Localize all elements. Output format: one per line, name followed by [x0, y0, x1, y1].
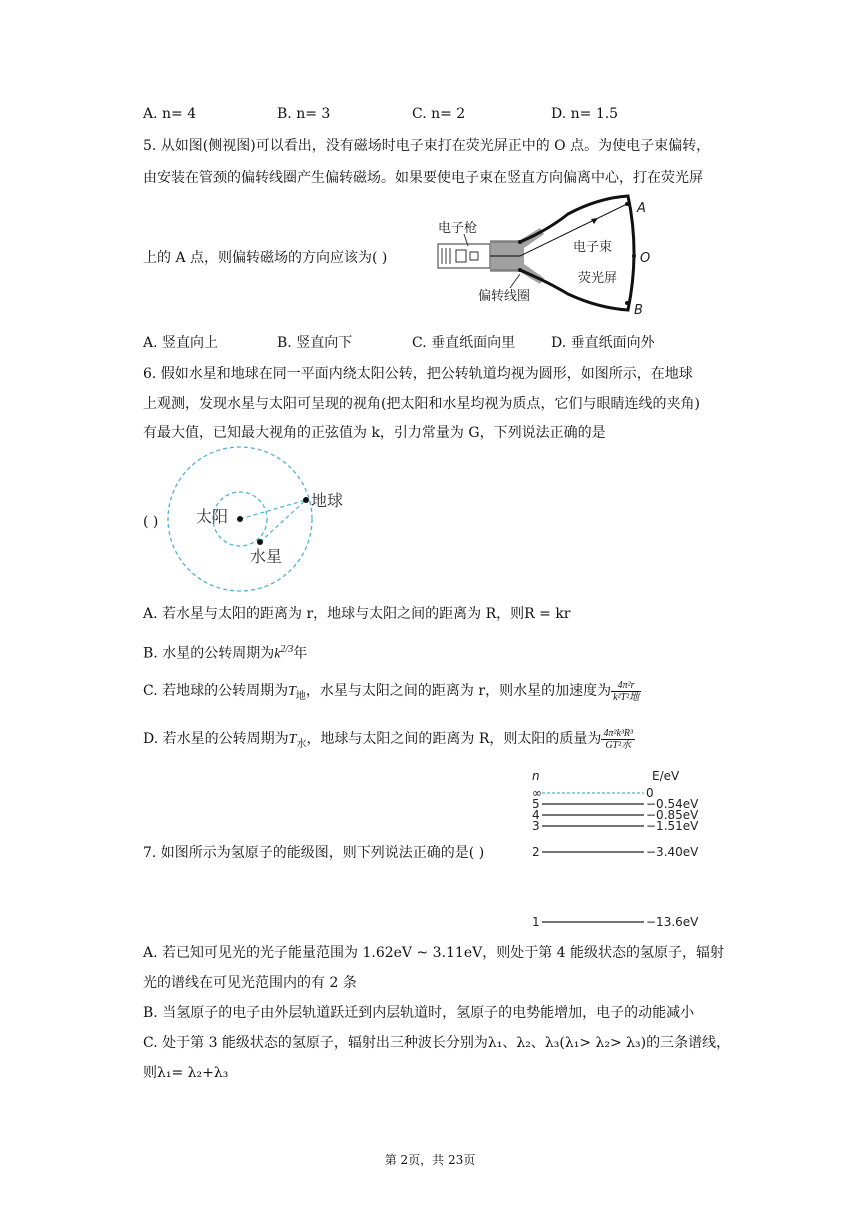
- label-coil: 偏转线圈: [478, 289, 531, 304]
- energy-level-n: 1: [532, 915, 540, 929]
- label-o: O: [640, 251, 651, 266]
- e-header: E/eV: [652, 769, 680, 783]
- energy-level-value: −0.85eV: [646, 808, 699, 822]
- k-symbol: k: [274, 646, 281, 662]
- energy-level-value: −3.40eV: [646, 845, 699, 859]
- energy-level-n: 3: [532, 819, 540, 833]
- q4-option-d: D. n= 1.5: [551, 106, 619, 122]
- earth-dot: [303, 497, 309, 503]
- label-sun: 太阳: [196, 507, 229, 526]
- label-screen: 荧光屏: [578, 271, 618, 286]
- page-footer: 第 2页，共 23页: [384, 1153, 476, 1167]
- label-a: A: [637, 201, 646, 216]
- q7-option-c-line1: C. 处于第 3 能级状态的氢原子，辐射出三种波长分别为λ₁、λ₂、λ₃(λ₁> λ₂> λ₃)的三条谱线，: [143, 1035, 731, 1051]
- energy-level-n: 2: [532, 845, 540, 859]
- q7-option-a-line1: A. 若已知可见光的光子能量范围为 1.62eV ~ 3.11eV，则处于第 4 能级状态的氢原子，辐射: [143, 945, 725, 961]
- n-header: n: [532, 769, 540, 783]
- energy-level-n: 4: [532, 808, 540, 822]
- q6-stem-line3: 有最大值，已知最大视角的正弦值为 k，引力常量为 G，下列说法正确的是: [143, 425, 606, 441]
- q5-option-d: D. 垂直纸面向外: [551, 335, 655, 351]
- q4-option-b: B. n= 3: [277, 106, 331, 122]
- q5-stem-line3: 上的 A 点，则偏转磁场的方向应该为( ): [143, 250, 388, 266]
- fraction-c: $\frac{\text{4π²r}}{\text{k²T²地}}$: [613, 679, 640, 703]
- orbit-figure: [160, 446, 380, 596]
- q4-option-a: A. n= 4: [143, 106, 197, 122]
- mercury-dot: [257, 539, 263, 545]
- q5-stem-line1: 5. 从如图(侧视图)可以看出，没有磁场时电子束打在荧光屏正中的 O 点。为使电子束偏转，: [143, 138, 711, 154]
- energy-level-value: −1.51eV: [646, 819, 699, 833]
- q6-option-a: A. 若水星与太阳的距离为 r，地球与太阳之间的距离为 R，则R = kr: [143, 606, 571, 622]
- label-earth: 地球: [311, 491, 344, 510]
- label-beam: 电子束: [573, 240, 613, 255]
- q7-stem: 7. 如图所示为氢原子的能级图，则下列说法正确的是( ): [143, 845, 485, 861]
- energy-level-value: −13.6eV: [646, 915, 699, 929]
- q5-stem-line2: 由安装在管颈的偏转线圈产生偏转磁场。如果要使电子束在竖直方向偏离中心，打在荧光屏: [143, 170, 703, 186]
- q6-option-b: B. 水星的公转周期为$k^{2/3}$年: [143, 644, 308, 662]
- label-gun: 电子枪: [438, 221, 478, 236]
- energy-level-value: 0: [646, 786, 654, 800]
- q7-option-a-line2: 光的谱线在可见光范围内的有 2 条: [143, 975, 357, 991]
- sun-dot: [237, 516, 243, 522]
- q6-option-c: C. 若地球的公转周期为$T_地$，水星与太阳之间的距离为 r，则水星的加速度为 $\frac{\text{4π²r}}{\text{k²T²地}}$: [143, 679, 640, 703]
- q6-paren: ( ): [143, 514, 159, 530]
- q7-option-b: B. 当氢原子的电子由外层轨道跃迁到内层轨道时，氢原子的电势能增加，电子的动能减小: [143, 1005, 695, 1021]
- energy-level-value: −0.54eV: [646, 797, 699, 811]
- k-exponent: 2/3: [280, 644, 294, 655]
- q6-option-d: D. 若水星的公转周期为$T_水$，地球与太阳之间的距离为 R，则太阳的质量为 $\frac{\text{4π²k³R³}}{\text{GT²水}}$: [143, 727, 633, 751]
- label-b: B: [634, 303, 643, 318]
- q5-option-a: A. 竖直向上: [143, 335, 219, 351]
- crt-figure: [428, 190, 658, 320]
- energy-level-n: 5: [532, 797, 540, 811]
- q4-option-c: C. n= 2: [412, 106, 466, 122]
- q5-option-c: C. 垂直纸面向里: [412, 335, 516, 351]
- q6-stem-line2: 上观测，发现水星与太阳可呈现的视角(把太阳和水星均视为质点，它们与眼睛连线的夹角): [143, 396, 700, 412]
- energy-level-diagram: [528, 766, 708, 934]
- q6-stem-line1: 6. 假如水星和地球在同一平面内绕太阳公转，把公转轨道均视为圆形，如图所示，在地球: [143, 366, 693, 382]
- label-mercury: 水星: [250, 547, 283, 566]
- energy-level-n: ∞: [532, 786, 542, 800]
- fraction-d: $\frac{\text{4π²k³R³}}{\text{GT²水}}$: [603, 727, 633, 751]
- q7-option-c-line2: 则λ₁= λ₂+λ₃: [143, 1065, 229, 1081]
- q5-option-b: B. 竖直向下: [277, 335, 353, 351]
